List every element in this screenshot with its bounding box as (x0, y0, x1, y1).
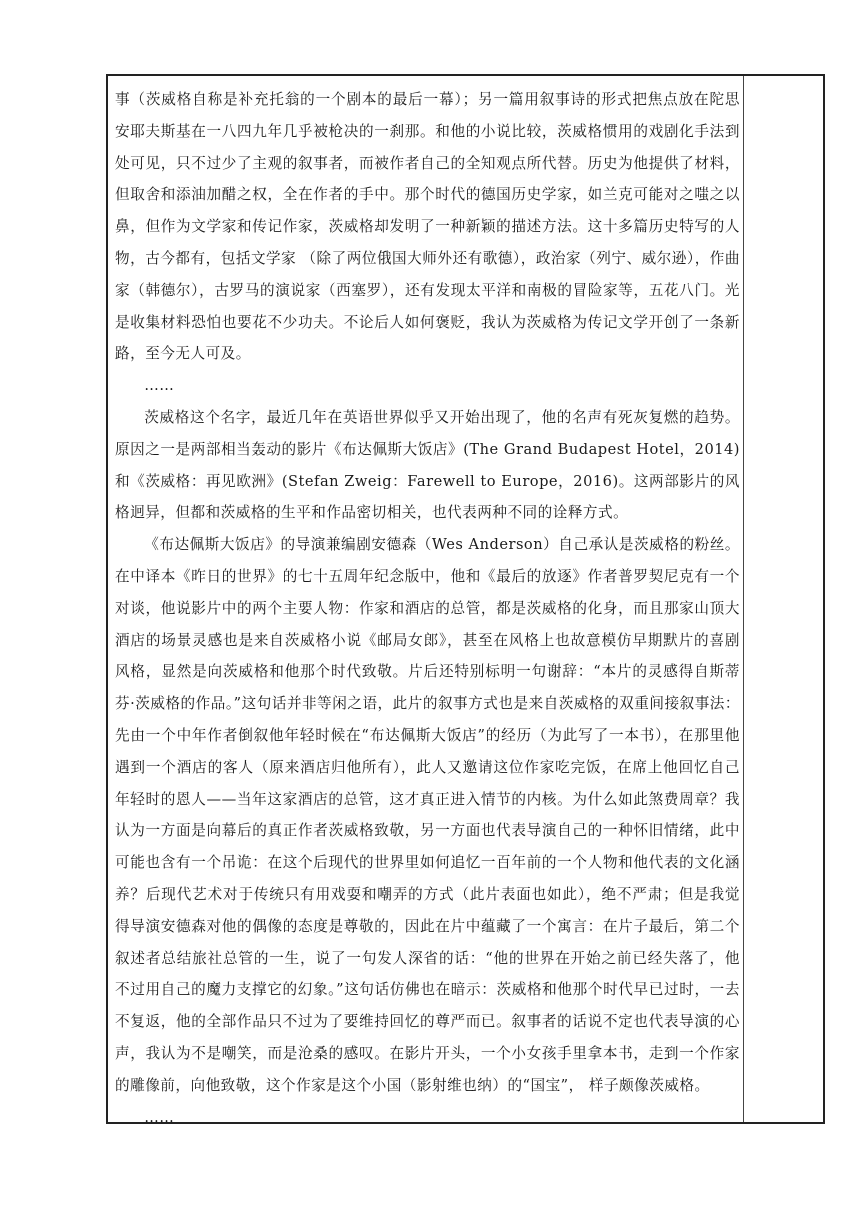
paragraph: 《布达佩斯大饭店》的导演兼编剧安德森（Wes Anderson）自己承认是茨威格的粉丝。在中译本《昨日的世界》的七十五周年纪念版中，他和《最后的放逐》作者普罗契尼克有一个对谈，他说影片中的两个主要人物：作家和酒店的总管，都是茨威格的化身，而且那家山顶大酒店的场景灵感也是来自茨威格小说《邮局女郎》，甚至在风格上也故意模仿早期默片的喜剧风格，显然是向茨威格和他那个时代致敬。片后还特别标明一句谢辞：“本片的灵感得自斯蒂芬·茨威格的作品。”这句话并非等闲之语，此片的叙事方式也是来自茨威格的双重间接叙事法：先由一个中年作者倒叙他年轻时候在“布达佩斯大饭店”的经历（为此写了一本书），在那里他遇到一个酒店的客人（原来酒店归他所有），此人又邀请这位作家吃完饭，在席上他回忆自己年轻时的恩人——当年这家酒店的总管，这才真正进入情节的内核。为什么如此煞费周章？我认为一方面是向幕后的真正作者茨威格致敬，另一方面也代表导演自己的一种怀旧情绪，此中可能也含有一个吊诡：在这个后现代的世界里如何追忆一百年前的一个人物和他代表的文化涵养？后现代艺术对于传统只有用戏耍和嘲弄的方式（此片表面也如此），绝不严肃；但是我觉得导演安德森对他的偶像的态度是尊敬的，因此在片中蕴藏了一个寓言：在片子最后，第二个叙述者总结旅社总管的一生，说了一句发人深省的话：“他的世界在开始之前已经失落了，他不过用自己的魔力支撑它的幻象。”这句话仿佛也在暗示：茨威格和他那个时代早已过时，一去不复返，他的全部作品只不过为了要维持回忆的尊严而已。叙事者的话说不定也代表导演的心声，我认为不是嘲笑，而是沧桑的感叹。在影片开头，一个小女孩手里拿本书，走到一个作家的雕像前，向他致敬，这个作家是这个小国（影射维也纳）的“国宝”， 样子颇像茨威格。 (115, 536, 740, 1094)
document-table (106, 74, 825, 1124)
ellipsis: …… (144, 1108, 175, 1126)
text-cell (115, 84, 740, 1133)
column-divider (743, 76, 744, 1122)
ellipsis: …… (144, 377, 175, 395)
paragraph: 事（茨威格自称是补充托翁的一个剧本的最后一幕）；另一篇用叙事诗的形式把焦点放在陀思安耶夫斯基在一八四九年几乎被枪决的一刹那。和他的小说比较，茨威格惯用的戏剧化手法到处可见，只不过少了主观的叙事者，而被作者自己的全知观点所代替。历史为他提供了材料，但取舍和添油加醋之权，全在作者的手中。那个时代的德国历史学家，如兰克可能对之嗤之以鼻，但作为文学家和传记作家，茨威格却发明了一种新颖的描述方法。这十多篇历史特写的人物，古今都有，包括文学家 （除了两位俄国大师外还有歌德），政治家（列宁、威尔逊），作曲家（韩德尔），古罗马的演说家（西塞罗），还有发现太平洋和南极的冒险家等，五花八门。光是收集材料恐怕也要花不少功夫。不论后人如何褒贬，我认为茨威格为传记文学开创了一条新路，至今无人可及。 (115, 91, 740, 363)
paragraph: 茨威格这个名字，最近几年在英语世界似乎又开始出现了，他的名声有死灰复燃的趋势。原因之一是两部相当轰动的影片《布达佩斯大饭店》(The Grand Budapest Hotel，2014)和《茨威格：再见欧洲》(Stefan Zweig：Farewell to Europe，2016)。这两部影片的风格迥异，但都和茨威格的生平和作品密切相关，也代表两种不同的诠释方式。 (115, 408, 740, 522)
